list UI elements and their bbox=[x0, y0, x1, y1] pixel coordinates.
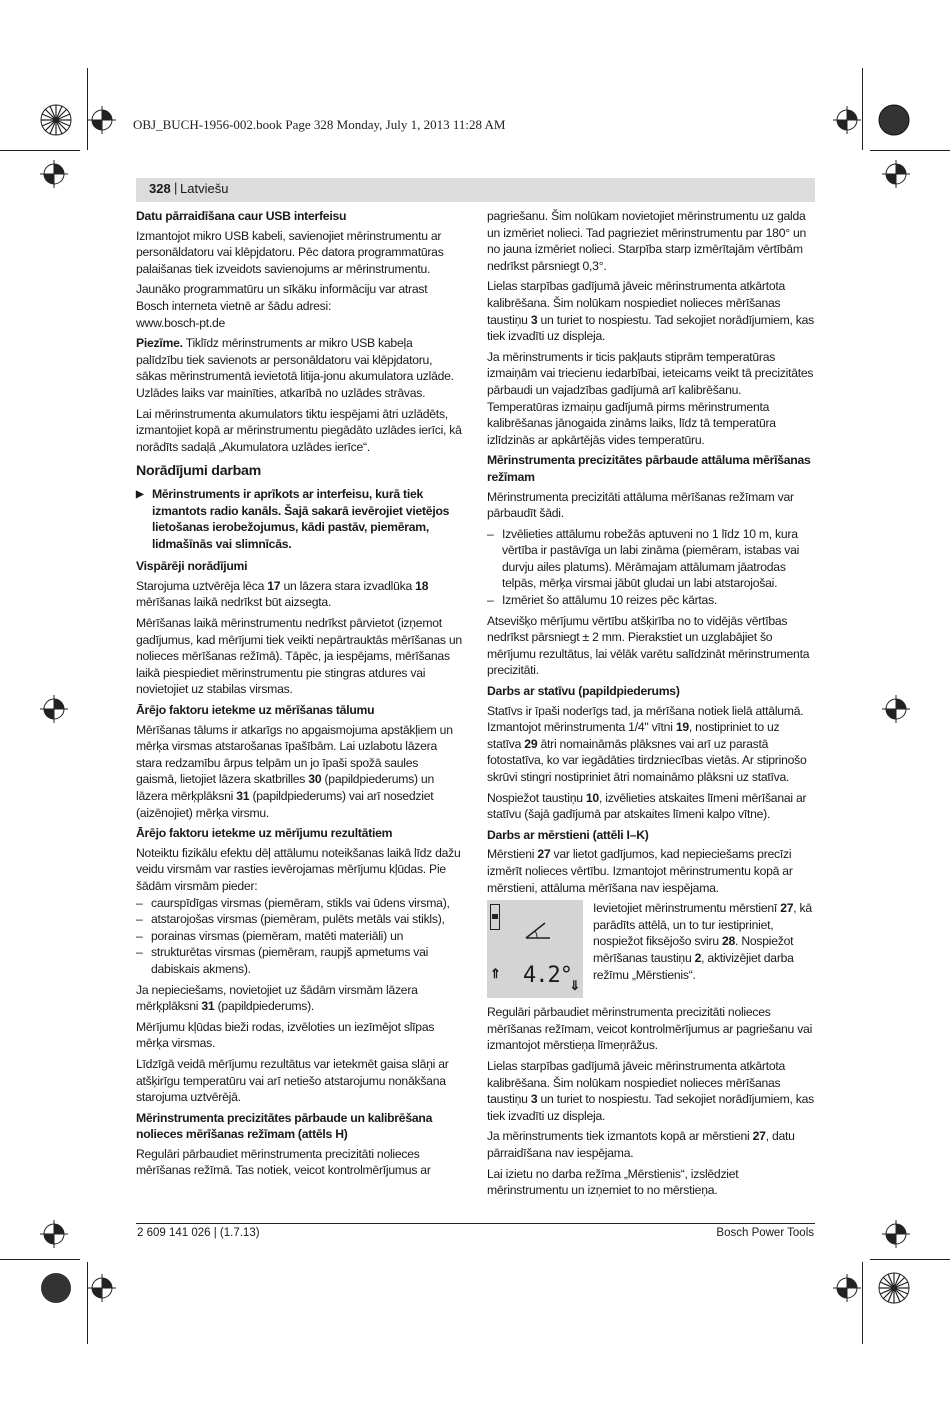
text: un turiet to nospiestu. Tad sekojiet norādījumiem, kas tiek izvadīti uz displeja. bbox=[487, 312, 815, 344]
section-title: Ārējo faktoru ietekme uz mērīšanas tālumu bbox=[136, 703, 375, 718]
list-item bbox=[487, 526, 815, 592]
section-title: Ārējo faktoru ietekme uz mērījumu rezultātiem bbox=[136, 826, 393, 841]
crosshair-mark bbox=[88, 106, 116, 134]
paragraph bbox=[487, 1128, 815, 1161]
text: Statīvs ir īpaši noderīgs tad, ja mērīšana notiek lielā attālumā. Izmantojot mērinstrumenta 1/4" vītni bbox=[487, 703, 804, 735]
registration-mark-bottom-right bbox=[878, 1272, 910, 1304]
text: Ja nepieciešams, novietojiet uz šādām virsmām lāzera mērķplāksni bbox=[136, 982, 418, 1014]
part-ref: 27 bbox=[752, 1129, 766, 1144]
procedure-list bbox=[487, 526, 815, 609]
paragraph bbox=[136, 982, 462, 1015]
part-ref: 27 bbox=[537, 847, 551, 862]
list-item-text: Izmēriet šo attālumu 10 reizes pēc kārtas. bbox=[502, 593, 718, 608]
note-text: Tiklīdz mērinstruments ar mikro USB kabeļa palīdzību tiek savienots ar personāldatoru vai klēpjdatoru, sākas mērinstrumentā ievietotā litija-jonu akumulatora uzlāde. Uzlādes laiks var mainīties, atkarībā no uzlādes strāvas. bbox=[136, 336, 454, 400]
part-ref: 2 bbox=[694, 950, 702, 965]
text: , izvēlieties atskaites līmeni mērīšanai ar statīvu (šajā gadījumā par atskaites līmeni kalpo vītne). bbox=[487, 790, 807, 822]
paragraph: Noteiktu fizikālu efektu dēļ attālumu noteikšanas laikā līdz dažu veidu virsmām var rasties ievērojamas mērījumu kļūdas. Pie šādām virsmām pieder: bbox=[136, 845, 461, 893]
page-language: Latviešu bbox=[180, 181, 229, 196]
paragraph bbox=[487, 846, 815, 896]
page-number: 328 bbox=[149, 181, 171, 196]
paragraph: Mērījumu kļūdas bieži rodas, izvēloties un iezīmējot slīpas mērķa virsmas. bbox=[136, 1019, 435, 1051]
list-item-text: porainas virsmas (piemēram, matēti materiāli) un bbox=[151, 928, 404, 943]
part-ref: 29 bbox=[524, 736, 538, 751]
list-item bbox=[136, 895, 462, 912]
part-ref: 31 bbox=[201, 999, 215, 1014]
chapter-title: Norādījumi darbam bbox=[136, 463, 262, 480]
part-ref: 31 bbox=[236, 789, 250, 803]
trim-line bbox=[862, 68, 863, 150]
list-item bbox=[487, 592, 815, 609]
website-url: www.bosch-pt.de bbox=[136, 315, 226, 330]
dash: – bbox=[136, 945, 143, 960]
part-ref: 3 bbox=[530, 1092, 538, 1107]
dash: – bbox=[136, 928, 143, 943]
paragraph: Lai izietu no darba režīma „Mērstienis“, izslēdziet mērinstrumentu un izņemiet to no mērstieņa. bbox=[487, 1166, 739, 1198]
text: , datu pārraidīšana nav iespējama. bbox=[487, 1129, 795, 1160]
display-reading: 4.2° bbox=[523, 963, 572, 989]
trim-line bbox=[862, 1262, 863, 1344]
paragraph bbox=[487, 1058, 815, 1124]
arrow-down-icon: ⇓ bbox=[569, 978, 580, 994]
device-display-image bbox=[487, 900, 583, 998]
angle-icon bbox=[525, 920, 551, 940]
dash: – bbox=[487, 526, 494, 541]
text: un lāzera stara izvadlūka bbox=[280, 578, 416, 593]
list-item bbox=[136, 928, 462, 945]
warning-text: Mērinstruments ir aprīkots ar interfeisu, kurā tiek izmantots radio kanāls. Šajā sakarā ievērojiet vietējos lietošanas ierobežojumus, kādi pastāv, piemēram, lidmašīnās vai slimnīcās. bbox=[152, 486, 450, 551]
trim-line bbox=[0, 150, 80, 151]
page-header-bar bbox=[136, 178, 815, 202]
list-item-text: Izvēlieties attālumu robežās aptuveni no 1 līdz 10 m, kura vērtība ir pastāvīga un labi zināma (piemēram, istabas vai durvju ailes platums). Mērāmajam attālumam jāatrodas telpās, mērķa virsmai jābūt gludai un labi atstarojošai. bbox=[502, 526, 800, 591]
right-column bbox=[487, 208, 815, 1203]
text: , kā parādīts attēlā, un to tur iestipriniet, nospiežot fiksējošo sviru bbox=[593, 901, 812, 949]
registration-mark-top-left bbox=[40, 104, 72, 136]
paragraph: Regulāri pārbaudiet mērinstrumenta precizitāti nolieces mērīšanas režīmā. Tas notiek, veicot kontrolmērījumus ar bbox=[136, 1146, 431, 1178]
trim-line bbox=[0, 1259, 80, 1260]
list-item bbox=[136, 944, 462, 977]
trim-line bbox=[87, 1262, 88, 1344]
crosshair-mark bbox=[833, 1274, 861, 1302]
list-item bbox=[136, 911, 462, 928]
part-ref: 17 bbox=[267, 578, 281, 593]
footer-document-code: 2 609 141 026 | (1.7.13) bbox=[137, 1227, 260, 1239]
level-icon bbox=[490, 904, 500, 930]
paragraph: Mērīšanas laikā mērinstrumentu nedrīkst pārvietot (izņemot gadījumus, kad mērījumi tiek veikti nepārtrauktās mērīšanas un nolieces mērīšanas režīmā). Tāpēc, ja iespējams, mērīšanas laikā piespiediet mērinstrumentu pie stingras atdures vai novietojiet uz stabilas virsmas. bbox=[136, 616, 462, 697]
list-item-text: atstarojošas virsmas (piemēram, pulēts metāls vai stikls), bbox=[151, 912, 445, 927]
crosshair-mark bbox=[833, 106, 861, 134]
text: (papildpiederums). bbox=[214, 999, 315, 1014]
footer-brand: Bosch Power Tools bbox=[716, 1227, 814, 1239]
text: Starojuma uztvērēja lēca bbox=[136, 578, 268, 593]
text: Lielas starpības gadījumā jāveic mērinstrumenta atkārtota kalibrēšana. Šim nolūkam nospiediet nolieces mērīšanas taustiņu bbox=[487, 1058, 786, 1107]
crosshair-mark bbox=[882, 160, 910, 188]
trim-line bbox=[870, 150, 950, 151]
paragraph bbox=[487, 703, 815, 786]
note-paragraph bbox=[136, 335, 462, 401]
dash: – bbox=[136, 912, 143, 927]
registration-mark-bottom-left bbox=[40, 1272, 72, 1304]
text: . Nospiežot mērīšanas taustiņu bbox=[593, 934, 794, 965]
paragraph bbox=[136, 281, 462, 331]
part-ref: 19 bbox=[675, 720, 689, 735]
text: Lielas starpības gadījumā jāveic mērinstrumenta atkārtota kalibrēšana. Šim nolūkam nospiediet nolieces mērīšanas taustiņu bbox=[487, 279, 786, 327]
footer-rule bbox=[136, 1223, 815, 1224]
section-title: Datu pārraidīšana caur USB interfeisu bbox=[136, 209, 347, 223]
page-separator: | bbox=[174, 180, 178, 195]
paragraph bbox=[487, 790, 815, 823]
dash: – bbox=[136, 895, 143, 910]
text: Ja mērinstruments tiek izmantots kopā ar mērstieni bbox=[487, 1129, 753, 1144]
left-column bbox=[136, 208, 462, 1183]
text: (papildpiederums) un lāzera mērķplāksni bbox=[136, 772, 434, 803]
text: mērīšanas laikā nedrīkst būt aizsegta. bbox=[136, 595, 332, 610]
text: un turiet to nospiestu. Tad sekojiet norādījumiem, kas tiek izvadīti uz displeja. bbox=[487, 1092, 815, 1123]
text: ātri nomaināmās plāksnes vai arī uz parastā fotostatīva, ko var iegādāties tirdzniecības vietās. Ar stiprinošo skrūvi stingri nostipriniet ātri nomaināmo plāksni uz statīva. bbox=[487, 736, 807, 784]
registration-mark-top-right bbox=[878, 104, 910, 136]
section-title: Darbs ar statīvu (papildpiederums) bbox=[487, 684, 680, 699]
display-figure bbox=[487, 900, 815, 998]
part-ref: 3 bbox=[530, 312, 538, 327]
list-item-text: caurspīdīgas virsmas (piemēram, stikls vai ūdens virsma), bbox=[151, 895, 450, 910]
file-header: OBJ_BUCH-1956-002.book Page 328 Monday, July 1, 2013 11:28 AM bbox=[133, 117, 506, 132]
paragraph: Mērinstrumenta precizitāti attāluma mērīšanas režīmam var pārbaudīt šādi. bbox=[487, 489, 794, 521]
paragraph: Ja mērinstruments ir ticis pakļauts stiprām temperatūras izmaiņām vai triecienu iedarbībai, ieteicams veikt tā precizitātes pārbaudi un vajadzības gadījumā arī kalibrēšanu. Temperatūras izmaiņu gadījumā pirms mērinstrumenta kalibrēšanas jānogaida zināms laiks, līdz tā temperatūra izlīdzinās ar apkārtējās vides temperatūru. bbox=[487, 349, 814, 447]
paragraph: pagriešanu. Šim nolūkam novietojiet mērinstrumentu uz galda un izmēriet nolieci. Tad pagrieziet mērinstrumentu par 180° un no jauna izmēriet nolieci. Starpība starp izmērītajām vērtībām nedrīkst pārsniegt 0,3°. bbox=[487, 209, 807, 273]
dash: – bbox=[487, 593, 494, 608]
section-title: Vispārēji norādījumi bbox=[136, 559, 248, 574]
text: var lietot gadījumos, kad nepieciešams precīzi izmērīt nolieces vērtību. Izmantojot mērinstrumentu kopā ar mērstieni, attāluma mērīšana nav iespējama. bbox=[487, 847, 793, 895]
warning-arrow-icon: ▶ bbox=[136, 488, 144, 500]
text: Ievietojiet mērinstrumentu mērstienī bbox=[593, 901, 781, 916]
paragraph-text: Jaunāko programmatūru un sīkāku informāciju var atrast Bosch interneta vietnē ar šādu adresi: bbox=[136, 282, 428, 313]
paragraph bbox=[136, 578, 462, 611]
section-title: Mērinstrumenta precizitātes pārbaude un kalibrēšana nolieces mērīšanas režīmam (attēls H) bbox=[136, 1110, 433, 1142]
part-ref: 27 bbox=[780, 901, 794, 916]
text: , nostipriniet to uz statīva bbox=[487, 720, 780, 751]
paragraph bbox=[136, 722, 462, 822]
section-title: Darbs ar mērstieni (attēli I–K) bbox=[487, 827, 649, 842]
crosshair-mark bbox=[882, 695, 910, 723]
warning-block bbox=[136, 486, 462, 552]
part-ref: 28 bbox=[721, 934, 736, 949]
part-ref: 30 bbox=[308, 772, 322, 787]
surface-list bbox=[136, 895, 462, 978]
paragraph: Līdzīgā veidā mērījumu rezultātus var ietekmēt gaisa slāņi ar atšķirīgu temperatūru vai arī netiešo atstarojumu nonākšana starojuma uztvērējā. bbox=[136, 1056, 449, 1105]
part-ref: 18 bbox=[415, 578, 429, 593]
paragraph: Lai mērinstrumenta akumulators tiktu iespējami ātri uzlādēts, izmantojiet kopā ar mērinstrumentu piegādāto uzlādes ierīci, kā norādīts sadaļā „Akumulatora uzlādes ierīce“. bbox=[136, 406, 462, 454]
paragraph: Izmantojot mikro USB kabeli, savienojiet mērinstrumentu ar personāldatoru vai klēpjdatoru. Pēc datora programmatūras palaišanas tiek izveidots savienojums ar mērinstrumentu. bbox=[136, 228, 444, 276]
paragraph bbox=[487, 278, 815, 344]
crosshair-mark bbox=[40, 1220, 68, 1248]
figure-caption-text bbox=[593, 900, 815, 998]
text: , aktivizējiet darba režīmu „Mērstienis“. bbox=[593, 950, 794, 982]
note-label: Piezīme. bbox=[136, 336, 183, 351]
part-ref: 10 bbox=[585, 790, 599, 805]
crosshair-mark bbox=[88, 1274, 116, 1302]
text: Mērīšanas tālums ir atkarīgs no apgaismojuma apstākļiem un mērķa virsmas atstarošanas īpašībām. Lai uzlabotu lāzera stara redzamību ārpus telpām un jo īpaši spožā saules gaismā, lietojiet lāzera skatbrilles bbox=[136, 722, 453, 787]
crosshair-mark bbox=[40, 160, 68, 188]
arrow-up-icon: ⇑ bbox=[490, 966, 501, 982]
paragraph: Regulāri pārbaudiet mērinstrumenta precizitāti nolieces mērīšanas režīmam, veicot kontrolmērījumus ar pagriešanu vai izmantojot mērstieņa līmeņrāžus. bbox=[487, 1005, 813, 1053]
crosshair-mark bbox=[40, 695, 68, 723]
trim-line bbox=[870, 1259, 950, 1260]
trim-line bbox=[87, 68, 88, 150]
section-title: Mērinstrumenta precizitātes pārbaude attāluma mērīšanas režīmam bbox=[487, 453, 811, 484]
text: (papildpiederums) vai arī nosedziet (aizēnojiet) mērķa virsmu. bbox=[136, 789, 434, 820]
list-item-text: strukturētas virsmas (piemēram, raupjš apmetums vai dabiskais akmens). bbox=[151, 945, 429, 976]
text: Nospiežot taustiņu bbox=[487, 790, 586, 805]
text: Mērstieni bbox=[487, 847, 538, 862]
paragraph: Atsevišķo mērījumu vērtību atšķirība no to vidējās vērtības nedrīkst pārsniegt ± 2 mm. Pierakstiet un uzglabājiet šo mērījumu rezultātus, lai vēlāk varētu salīdzināt mērinstrumenta precizitāti. bbox=[487, 613, 810, 678]
crosshair-mark bbox=[882, 1220, 910, 1248]
